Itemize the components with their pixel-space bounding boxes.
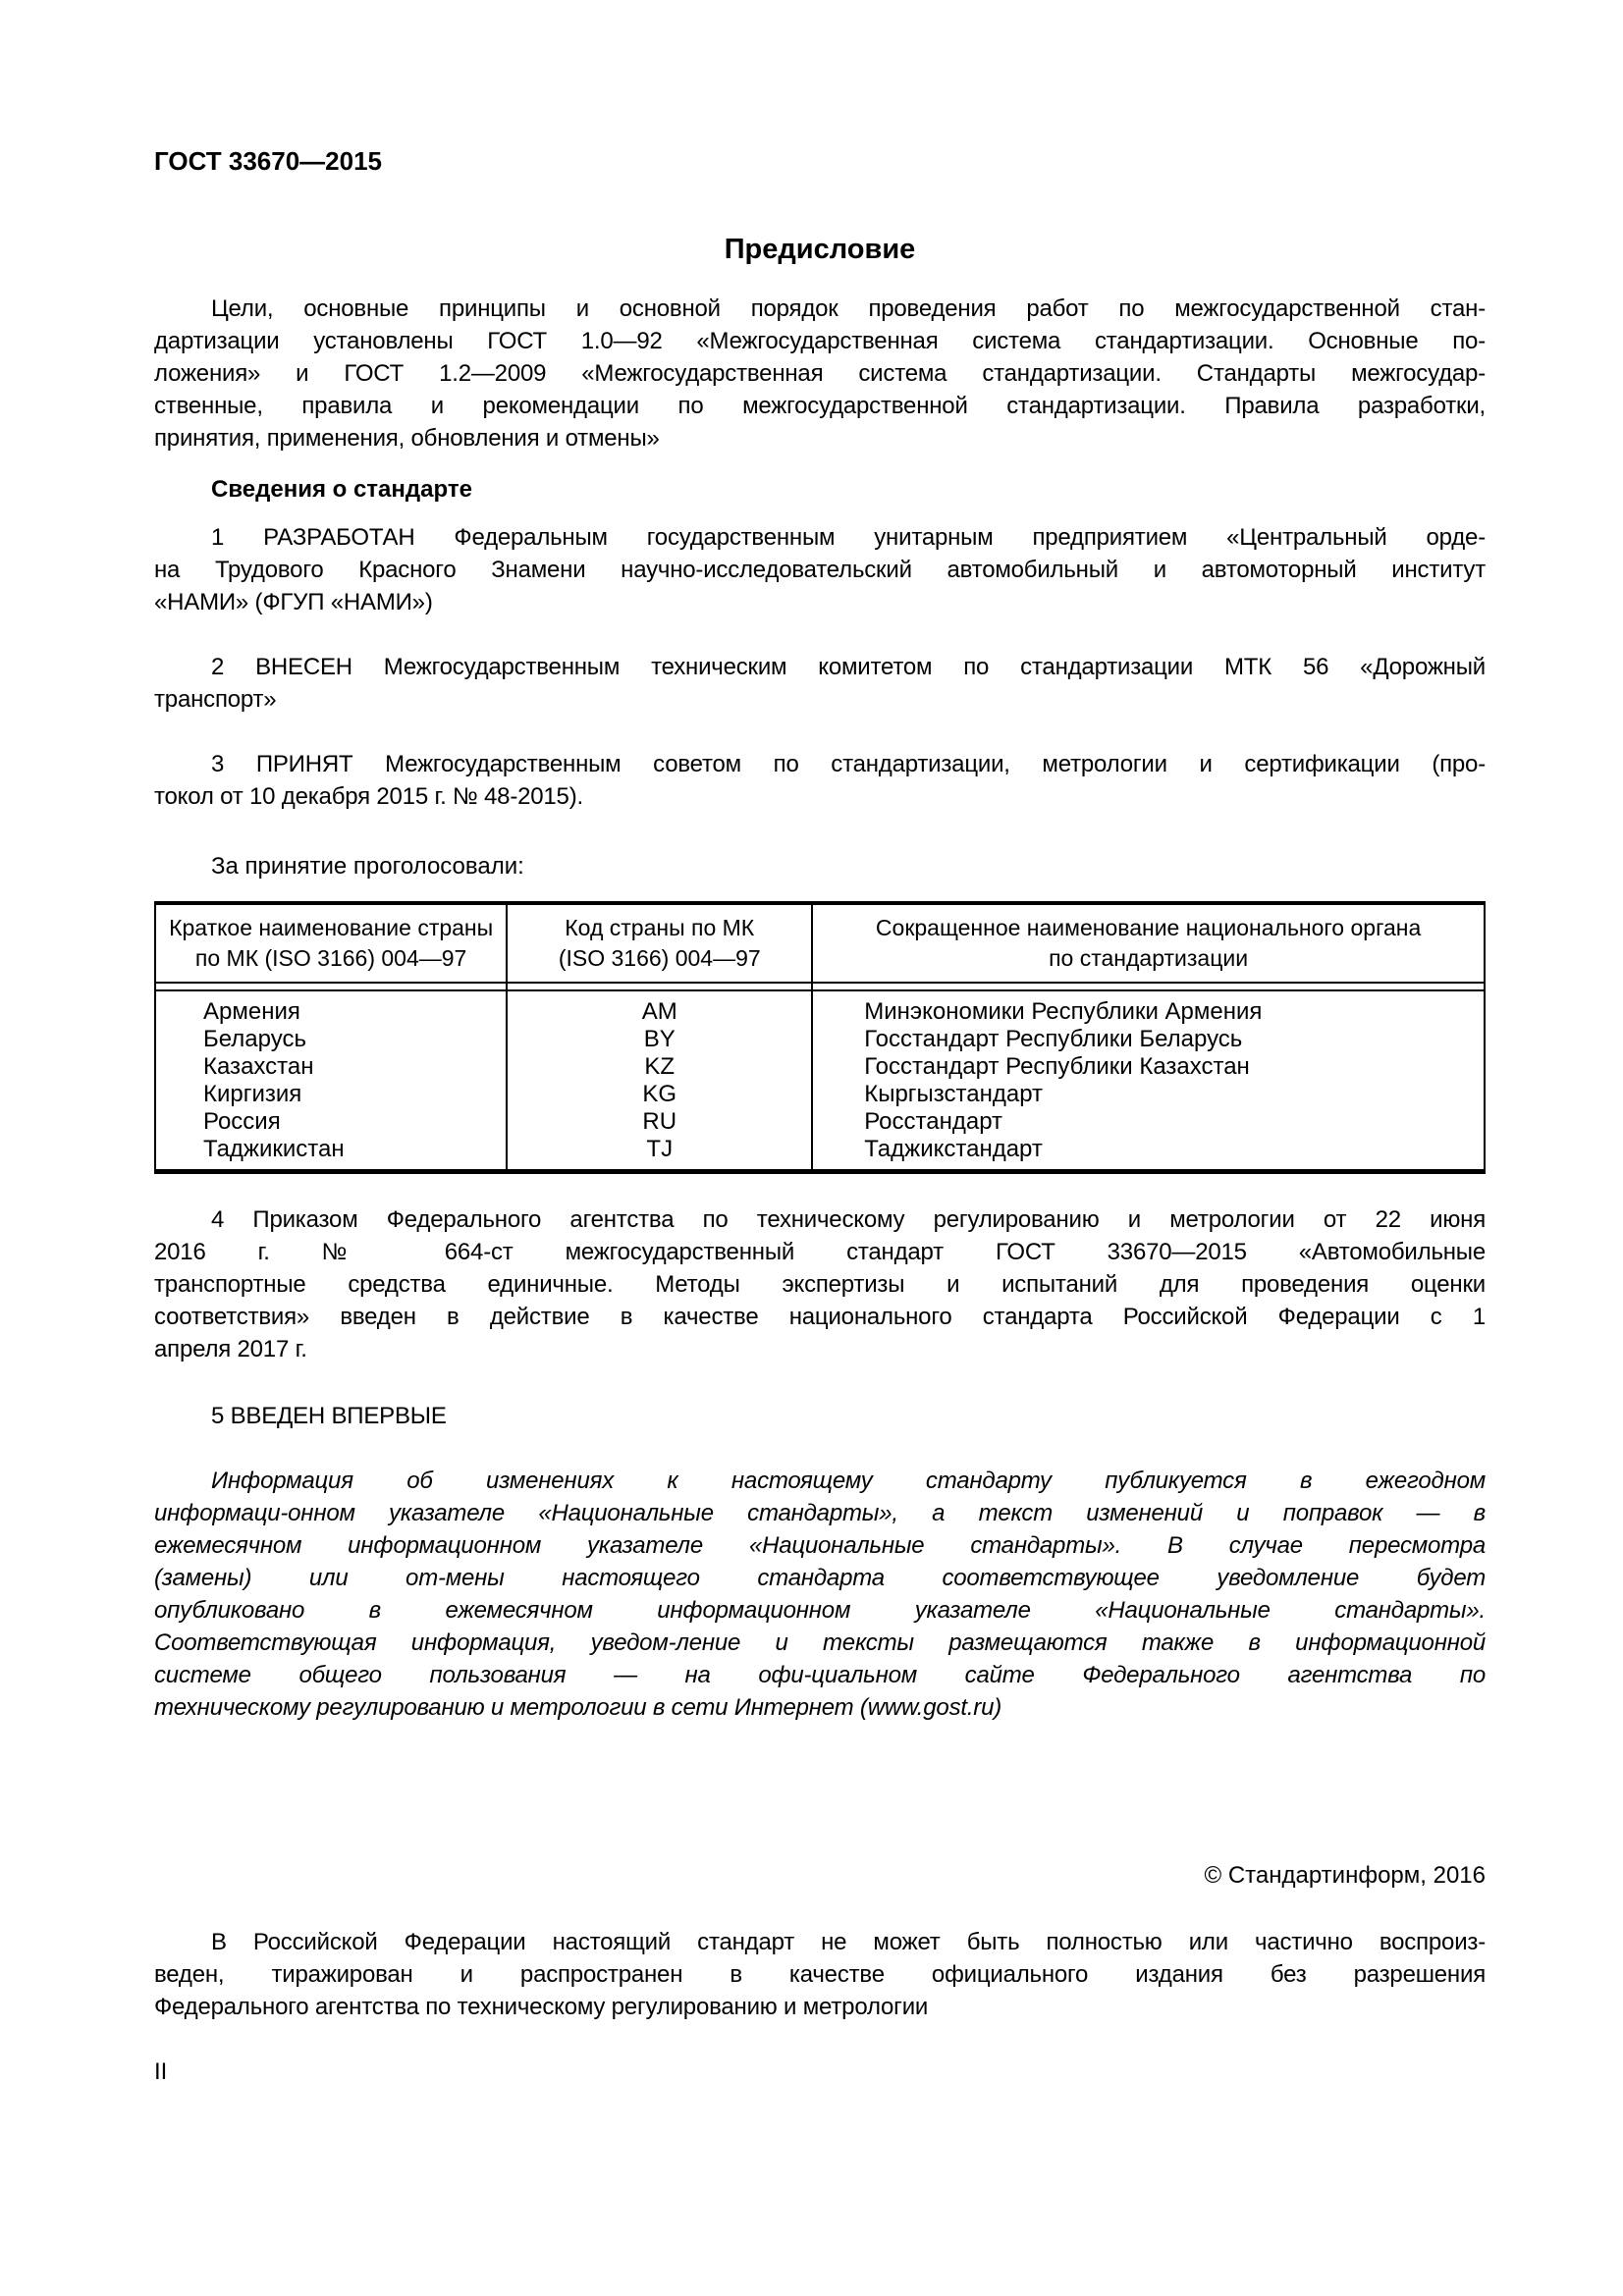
order-paragraph <box>154 1203 1486 1365</box>
text-line: транспортные средства единичные. Методы экспертизы и испытаний для проведения оценки <box>154 1271 1486 1298</box>
text-line: 4 Приказом Федерального агентства по техническому регулированию и метрологии от 22 июня <box>211 1206 1486 1233</box>
table-cell: Армения <box>156 991 508 1026</box>
table-row <box>156 1108 1484 1136</box>
table-row <box>156 1136 1484 1169</box>
table-cell: Росстандарт <box>864 1108 1003 1135</box>
table-cell: Госстандарт Республики Беларусь <box>864 1026 1243 1052</box>
divider-cell <box>508 984 813 989</box>
table-cell: Госстандарт Республики Казахстан <box>864 1053 1250 1080</box>
text-line: информаци-онном указателе «Национальные стандарты», а текст изменений и поправок — в <box>154 1500 1486 1526</box>
table-cell: Минэкономики Республики Армения <box>864 998 1263 1025</box>
table-header-cell-code <box>508 905 813 982</box>
text-line: системе общего пользования — на офи-циальном сайте Федерального агентства по <box>154 1662 1486 1688</box>
table-cell: Россия <box>156 1108 508 1136</box>
standard-info-heading: Сведения о стандарте <box>211 476 472 503</box>
text-line: принятия, применения, обновления и отмены» <box>154 425 660 452</box>
text-line: Краткое наименование страны <box>169 915 494 940</box>
table-row <box>156 1053 1484 1081</box>
vote-label: За принятие проголосовали: <box>211 853 524 880</box>
table-cell: BY <box>508 1026 813 1053</box>
table-row <box>156 1081 1484 1108</box>
text-line: токол от 10 декабря 2015 г. № 48-2015). <box>154 783 583 810</box>
adopted-paragraph <box>154 748 1486 813</box>
text-line: В Российской Федерации настоящий стандарт не может быть полностью или частично воспроиз- <box>211 1929 1486 1955</box>
introduced-paragraph <box>154 1400 1486 1432</box>
text-line: по МК (ISO 3166) 004—97 <box>194 945 467 971</box>
text-line: опубликовано в ежемесячном информационном указателе «Национальные стандарты». <box>154 1597 1486 1624</box>
text-line: ственные, правила и рекомендации по межгосударственной стандартизации. Правила разработки, <box>154 393 1486 419</box>
document-number: ГОСТ 33670—2015 <box>154 146 382 176</box>
copyright-notice: © Стандартинформ, 2016 <box>1204 1862 1486 1889</box>
submitted-paragraph <box>154 651 1486 716</box>
text-line: веден, тиражирован и распространен в качестве официального издания без разрешения <box>154 1961 1486 1988</box>
table-header-row <box>156 905 1484 984</box>
changes-note-paragraph <box>154 1465 1486 1724</box>
text-line: на Трудового Красного Знамени научно-исследовательский автомобильный и автомоторный институт <box>154 557 1486 583</box>
text-line: Федерального агентства по техническому регулированию и метрологии <box>154 1994 929 2020</box>
text-line: (замены) или от-мены настоящего стандарта соответствующее уведомление будет <box>154 1565 1486 1591</box>
text-line: ежемесячном информационном указателе «Национальные стандарты». В случае пересмотра <box>154 1532 1486 1559</box>
table-cell: Беларусь <box>156 1026 508 1053</box>
text-line: «НАМИ» (ФГУП «НАМИ») <box>154 589 433 615</box>
text-line: 2 ВНЕСЕН Межгосударственным техническим комитетом по стандартизации МТК 56 «Дорожный <box>211 654 1486 680</box>
text-line: Сокращенное наименование национального органа <box>875 915 1422 940</box>
developed-paragraph <box>154 521 1486 618</box>
table-header-cell-body <box>813 905 1484 982</box>
text-line: (ISO 3166) 004—97 <box>558 945 761 971</box>
intro-paragraph <box>154 293 1486 454</box>
table-row <box>156 991 1484 1026</box>
table-cell: RU <box>508 1108 813 1136</box>
text-line: техническому регулированию и метрологии в сети Интернет (www.gost.ru) <box>154 1694 1002 1721</box>
text-line: 5 ВВЕДЕН ВПЕРВЫЕ <box>211 1403 447 1429</box>
table-cell: AM <box>508 991 813 1026</box>
divider-cell <box>813 984 1484 989</box>
table-cell: KG <box>508 1081 813 1108</box>
table-cell: TJ <box>508 1136 813 1169</box>
page-title: Предисловие <box>724 234 916 265</box>
text-line: транспорт» <box>154 686 277 713</box>
text-line: соответствия» введен в действие в качестве национального стандарта Российской Федерации с 1 <box>154 1304 1486 1330</box>
page-content <box>154 0 1486 2088</box>
text-line: дартизации установлены ГОСТ 1.0—92 «Межгосударственная система стандартизации. Основные по- <box>154 328 1486 354</box>
text-line: 1 РАЗРАБОТАН Федеральным государственным унитарным предприятием «Центральный орде- <box>211 524 1486 551</box>
table-cell: Казахстан <box>156 1053 508 1081</box>
text-line: Цели, основные принципы и основной порядок проведения работ по межгосударственной стан- <box>211 295 1486 322</box>
table-cell: KZ <box>508 1053 813 1081</box>
table-row <box>156 1026 1484 1053</box>
reproduction-restriction-paragraph <box>154 1926 1486 2023</box>
text-line: Информация об изменениях к настоящему стандарту публикуется в ежегодном <box>211 1468 1486 1494</box>
text-line: апреля 2017 г. <box>154 1336 307 1362</box>
text-line: Соответствующая информация, уведом-ление и тексты размещаются также в информационной <box>154 1629 1486 1656</box>
table-cell: Таджикстандарт <box>864 1136 1043 1162</box>
text-line: по стандартизации <box>1049 945 1249 971</box>
vote-table <box>154 901 1486 1174</box>
text-line: ложения» и ГОСТ 1.2—2009 «Межгосударственная система стандартизации. Стандарты межгосудар- <box>154 360 1486 387</box>
text-line: Код страны по МК <box>565 915 755 940</box>
page-number: II <box>154 2058 168 2085</box>
text-line: 2016 г. № 664-ст межгосударственный стандарт ГОСТ 33670—2015 «Автомобильные <box>154 1239 1486 1265</box>
divider-cell <box>156 984 508 989</box>
table-cell: Кыргызстандарт <box>864 1081 1044 1107</box>
table-header-divider <box>156 984 1484 991</box>
table-header-cell-country <box>156 905 508 982</box>
table-body <box>156 991 1484 1169</box>
table-cell: Киргизия <box>156 1081 508 1108</box>
text-line: 3 ПРИНЯТ Межгосударственным советом по стандартизации, метрологии и сертификации (про- <box>211 751 1486 777</box>
table-cell: Таджикистан <box>156 1136 508 1169</box>
